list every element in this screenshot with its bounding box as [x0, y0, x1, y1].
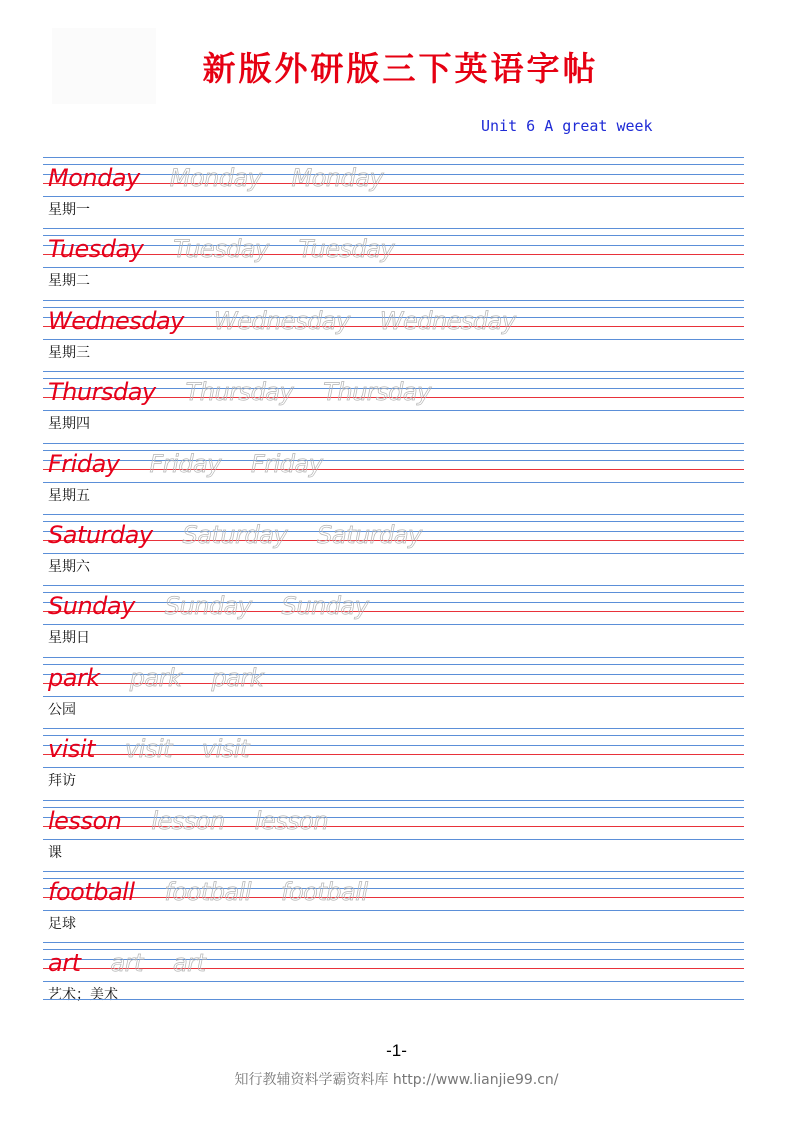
practice-row: [0, 800, 793, 871]
practice-row: [0, 728, 793, 799]
guide-line-blue: [43, 443, 744, 444]
practice-row: [0, 585, 793, 656]
word-group: [48, 876, 398, 906]
vocab-word: park: [48, 663, 100, 692]
word-meaning: 星期三: [48, 344, 90, 361]
vocab-word: Saturday: [48, 521, 153, 549]
practice-row: [0, 443, 793, 514]
trace-word: Friday: [149, 449, 221, 478]
guide-line-blue: [43, 339, 744, 340]
practice-row: [0, 300, 793, 371]
guide-line-blue: [43, 696, 744, 697]
vocab-word: football: [48, 878, 135, 906]
vocab-word: Wednesday: [48, 306, 184, 335]
word-group: [48, 947, 235, 977]
word-group: [48, 590, 398, 620]
guide-line-blue: [43, 157, 744, 158]
guide-line-blue: [43, 657, 744, 658]
practice-row: [0, 228, 793, 299]
page-title: 新版外研版三下英语字帖: [202, 49, 599, 88]
word-meaning: 星期一: [48, 202, 90, 218]
word-group: [48, 733, 279, 763]
word-meaning: 星期四: [48, 416, 90, 433]
guide-line-blue: [43, 267, 744, 268]
guide-line-blue: [43, 196, 744, 197]
trace-word: Tuesday: [298, 235, 395, 264]
guide-line-blue: [43, 871, 744, 872]
guide-line-blue: [43, 410, 744, 411]
guide-line-blue: [43, 371, 744, 372]
guide-line-blue: [43, 482, 744, 483]
word-meaning: 课: [48, 844, 62, 861]
word-group: [48, 805, 358, 835]
footer-text: 知行教辅资料学霸资料库 http://www.lianjie99.cn/: [234, 1072, 559, 1088]
trace-word: Thursday: [323, 378, 431, 407]
guide-line-blue: [43, 999, 744, 1000]
word-meaning: 星期二: [48, 273, 90, 290]
guide-line-blue: [43, 942, 744, 943]
guide-line-blue: [43, 910, 744, 911]
trace-word: football: [281, 878, 368, 906]
practice-row: [0, 157, 793, 228]
vocab-word: Sunday: [48, 592, 135, 621]
trace-word: visit: [201, 735, 249, 764]
guide-line-blue: [43, 728, 744, 729]
guide-line-blue: [43, 300, 744, 301]
word-meaning: 星期五: [48, 487, 90, 504]
word-meaning: 星期日: [48, 630, 90, 647]
word-group: [48, 662, 293, 692]
word-meaning: 拜访: [48, 773, 76, 790]
page-number: -1-: [386, 1041, 407, 1060]
word-group: [48, 519, 452, 549]
trace-word: visit: [124, 735, 172, 764]
guide-line-blue: [43, 553, 744, 554]
trace-word: lesson: [151, 806, 225, 835]
trace-word: art: [110, 949, 143, 978]
trace-word: art: [172, 949, 206, 978]
trace-word: football: [164, 878, 252, 906]
word-group: [48, 376, 461, 406]
trace-word: Sunday: [281, 592, 369, 621]
guide-line-blue: [43, 624, 744, 625]
practice-row: [0, 871, 793, 942]
vocab-word: visit: [48, 735, 95, 764]
trace-word: Saturday: [182, 521, 288, 549]
trace-word: Monday: [169, 164, 262, 192]
unit-label: Unit 6 A great week: [481, 117, 653, 135]
guide-line-blue: [43, 839, 744, 840]
trace-word: Wednesday: [213, 306, 350, 335]
trace-word: Sunday: [164, 592, 252, 621]
word-group: [48, 233, 424, 263]
guide-line-blue: [43, 585, 744, 586]
vocab-word: Friday: [48, 449, 120, 478]
trace-word: park: [129, 663, 182, 692]
guide-line-blue: [43, 767, 744, 768]
trace-word: Thursday: [185, 378, 294, 407]
word-group: [48, 162, 413, 192]
practice-row: [0, 942, 793, 1013]
practice-row: [0, 514, 793, 585]
guide-line-blue: [43, 981, 744, 982]
practice-row: [0, 371, 793, 442]
word-meaning: 艺术；美术: [48, 987, 118, 1004]
guide-line-blue: [43, 228, 744, 229]
trace-word: Friday: [250, 449, 323, 478]
practice-row: [0, 657, 793, 728]
trace-word: Wednesday: [379, 306, 516, 335]
vocab-word: art: [48, 949, 81, 978]
vocab-word: Tuesday: [48, 235, 144, 264]
vocab-word: Thursday: [48, 378, 156, 407]
word-meaning: 星期六: [48, 559, 90, 575]
trace-word: park: [211, 663, 264, 692]
trace-word: lesson: [254, 806, 329, 835]
word-group: [48, 305, 546, 335]
word-meaning: 足球: [48, 916, 76, 932]
trace-word: Tuesday: [173, 235, 269, 264]
trace-word: Saturday: [317, 521, 422, 549]
word-meaning: 公园: [48, 701, 76, 718]
guide-line-blue: [43, 514, 744, 515]
trace-word: Monday: [291, 164, 384, 192]
vocab-word: Monday: [48, 164, 140, 192]
guide-line-blue: [43, 800, 744, 801]
word-group: [48, 448, 352, 478]
vocab-word: lesson: [48, 806, 122, 835]
